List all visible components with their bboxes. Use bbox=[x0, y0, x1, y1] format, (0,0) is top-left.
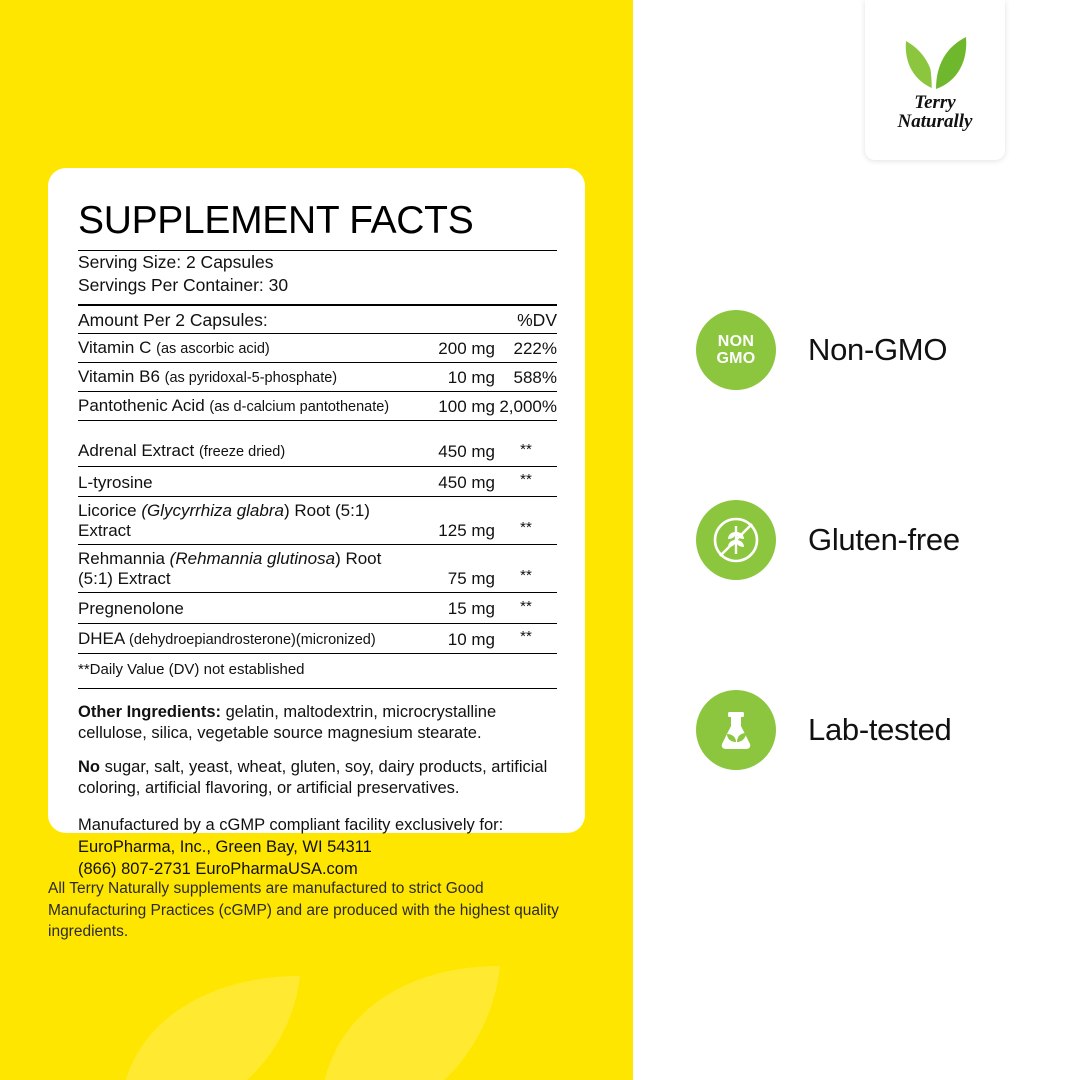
right-white-panel bbox=[633, 0, 1080, 1080]
table-row bbox=[78, 545, 557, 593]
supplement-facts-title: SUPPLEMENT FACTS bbox=[78, 199, 474, 242]
table-row bbox=[78, 466, 557, 497]
brand-logo-line1: Terry bbox=[914, 92, 956, 113]
amount-per-header: Amount Per 2 Capsules: bbox=[78, 306, 413, 334]
no-label: No bbox=[78, 758, 100, 776]
nutrient-amount: 100 mg bbox=[413, 392, 495, 421]
badge-label-gluten-free: Gluten-free bbox=[808, 522, 960, 557]
ingredient-label: Adrenal Extract bbox=[78, 441, 195, 460]
table-row bbox=[78, 593, 557, 624]
table-row bbox=[78, 392, 557, 421]
table-header-row bbox=[78, 306, 557, 334]
ingredient-name bbox=[78, 545, 413, 593]
brand-logo bbox=[865, 0, 1005, 160]
badge-lab-tested bbox=[696, 690, 952, 770]
ingredient-dv: ** bbox=[495, 623, 557, 654]
wheat-icon-glyph bbox=[708, 512, 764, 568]
ingredient-tail: ) Root (5:1) Extract bbox=[78, 548, 382, 588]
manufactured-line-3: (866) 807-2731 EuroPharmaUSA.com bbox=[78, 860, 358, 878]
table-gap-row bbox=[78, 421, 557, 437]
ingredient-dv: ** bbox=[495, 545, 557, 593]
ingredient-tail: ) Root (5:1) Extract bbox=[78, 500, 370, 540]
table-row bbox=[78, 497, 557, 545]
dv-footnote: **Daily Value (DV) not established bbox=[78, 661, 305, 678]
nutrient-dv: 588% bbox=[495, 363, 557, 392]
manufactured-line-1: Manufactured by a cGMP compliant facility exclusively for: bbox=[78, 816, 504, 834]
flask-icon-glyph bbox=[710, 704, 762, 756]
nutrient-detail: (as pyridoxal-5-phosphate) bbox=[164, 369, 338, 386]
lab-flask-icon bbox=[696, 690, 776, 770]
divider-footnote bbox=[78, 688, 557, 689]
nutrient-name bbox=[78, 334, 413, 363]
nutrient-detail: (as ascorbic acid) bbox=[156, 340, 270, 357]
ingredient-amount: 10 mg bbox=[413, 623, 495, 654]
other-ingredients-text: gelatin, maltodextrin, microcrystalline cellulose, silica, vegetable source magnesium stearate. bbox=[78, 703, 497, 742]
table-row bbox=[78, 436, 557, 466]
ingredient-name bbox=[78, 436, 413, 466]
ingredient-amount: 450 mg bbox=[413, 466, 495, 497]
badge-gluten-free bbox=[696, 500, 960, 580]
ingredient-detail: (dehydroepiandrosterone)(micronized) bbox=[129, 631, 376, 648]
badge-non-gmo bbox=[696, 310, 947, 390]
ingredient-name bbox=[78, 497, 413, 545]
serving-size: Serving Size: 2 Capsules bbox=[78, 252, 274, 272]
badge-label-non-gmo: Non-GMO bbox=[808, 332, 948, 367]
non-gmo-line1: NON bbox=[717, 333, 755, 350]
facts-table bbox=[78, 306, 557, 654]
ingredient-dv: ** bbox=[495, 436, 557, 466]
nutrient-label: Vitamin B6 bbox=[78, 366, 160, 386]
nutrient-label: Vitamin C bbox=[78, 337, 152, 357]
brand-logo-text bbox=[898, 93, 973, 131]
nutrient-detail: (as d-calcium pantothenate) bbox=[209, 398, 390, 415]
ingredient-dv: ** bbox=[495, 593, 557, 624]
nutrient-label: Pantothenic Acid bbox=[78, 395, 205, 415]
table-row bbox=[78, 363, 557, 392]
ingredient-amount: 75 mg bbox=[413, 545, 495, 593]
ingredient-dv: ** bbox=[495, 466, 557, 497]
ingredient-amount: 125 mg bbox=[413, 497, 495, 545]
ingredient-amount: 450 mg bbox=[413, 436, 495, 466]
ingredient-label: Licorice bbox=[78, 500, 142, 520]
nutrient-amount: 200 mg bbox=[413, 334, 495, 363]
table-row bbox=[78, 623, 557, 654]
cgmp-disclaimer: All Terry Naturally supplements are manufactured to strict Good Manufacturing Practices (cGMP) and are produced with the highest quality ingredients. bbox=[48, 880, 559, 940]
ingredient-dv: ** bbox=[495, 497, 557, 545]
nutrient-dv: 2,000% bbox=[495, 392, 557, 421]
ingredient-label: L-tyrosine bbox=[78, 472, 153, 492]
non-gmo-line2: GMO bbox=[716, 350, 756, 367]
ingredient-name bbox=[78, 466, 413, 497]
other-ingredients-paragraph bbox=[78, 702, 557, 744]
amount-col-blank bbox=[413, 306, 495, 334]
leaf-sprout-icon bbox=[900, 29, 970, 91]
other-ingredients-label: Other Ingredients: bbox=[78, 703, 222, 721]
free-from-paragraph bbox=[78, 757, 557, 799]
ingredient-detail: (freeze dried) bbox=[198, 444, 286, 460]
ingredient-amount: 15 mg bbox=[413, 593, 495, 624]
badge-label-lab-tested: Lab-tested bbox=[808, 712, 952, 747]
servings-per-container: Servings Per Container: 30 bbox=[78, 275, 289, 295]
ingredient-name bbox=[78, 623, 413, 654]
brand-logo-line2: Naturally bbox=[897, 111, 973, 132]
nutrient-name bbox=[78, 363, 413, 392]
ingredient-latin-name: (Glycyrrhiza glabra bbox=[141, 500, 284, 520]
ingredient-latin-name: (Rehmannia glutinosa bbox=[169, 548, 336, 568]
ingredient-name bbox=[78, 593, 413, 624]
ingredient-label: Pregnenolone bbox=[78, 599, 184, 618]
nutrient-dv: 222% bbox=[495, 334, 557, 363]
non-gmo-icon bbox=[696, 310, 776, 390]
supplement-facts-card bbox=[48, 168, 585, 878]
dv-header: %DV bbox=[495, 306, 557, 334]
nutrient-name bbox=[78, 392, 413, 421]
wheat-gluten-free-icon bbox=[696, 500, 776, 580]
nutrient-amount: 10 mg bbox=[413, 363, 495, 392]
non-gmo-icon-text bbox=[716, 333, 755, 367]
no-text: sugar, salt, yeast, wheat, gluten, soy, dairy products, artificial coloring, artificial flavoring, or artificial preservatives. bbox=[78, 758, 548, 797]
ingredient-label: DHEA bbox=[78, 628, 130, 648]
manufactured-line-2: EuroPharma, Inc., Green Bay, WI 54311 bbox=[78, 838, 372, 856]
table-row bbox=[78, 334, 557, 363]
ingredient-label: Rehmannia bbox=[78, 548, 170, 568]
manufacturer-paragraph bbox=[78, 814, 557, 880]
